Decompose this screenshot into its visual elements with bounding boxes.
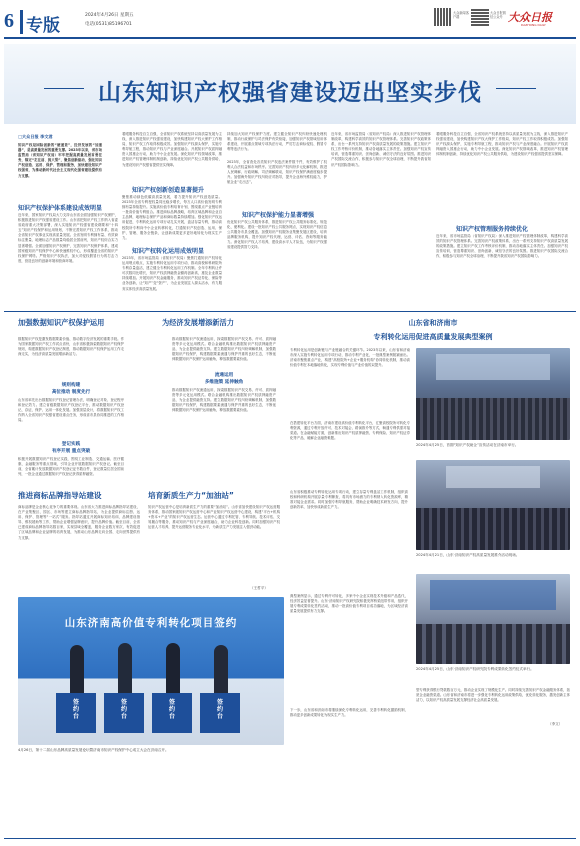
column-3-bottom-body: 优化知识产权公共服务体系，推进知识产权公共服务标准化、规范化、便利化。建设一批知识产权公共服务网点，实现知识产权信息公共服务市县全覆盖。加强知识产权服务业集聚发展区建设，培育品牌服务机构，提升知识产权代理、运营、评估、咨询等服务能力。深化知识产权人才培养，建设高水平人才队伍，为知识产权强省建设提供智力支持。 xyxy=(227,220,327,250)
person-1 xyxy=(70,645,84,699)
data-ip-sub-circulation-2: 多维施策 延伸触角 xyxy=(204,380,244,385)
intro-text: 知识产权是国际创新的“硬通货”，经济发展的“加速器”，是高质量发展的重要支撑。2023年以来，省市场监管局（省知识产权局）牢牢把握高质量发展首要任务，锚定“走在前、挑大梁”，聚焦创新驱动，强化知识产权创造、运用、保护、管理和服务，加快建设知识产权强省，为推动新时代社会主义现代化强省建设提供有力支撑。 xyxy=(18,143,102,178)
podium-1 xyxy=(56,693,96,733)
photo-signing-caption: 2024年4月25日，山东·济南知识产权研究院专利成果转化签约仪式举行。 xyxy=(416,667,534,671)
column-5-top-body: 着眼服务科技自立自强，全省知识产权系统坚持以高质量发展为主线，深入推进知识产权强省建设，加快构建知识产权大保护工作格局，知识产权工作取得积极成效。加强知识产权源头保护，实施专利导航工程，推动知识产权与产业深度融合。开展知识产权质押融资入园惠企行动，助力中小企业发展。深化知识产权领域改革，推进知识产权管理体制机制创新，持续优化知识产权公共服务供给，为建设知识产权强省提供坚实保障。 xyxy=(436,132,568,157)
column-3-top-body: 持续加大知识产权保护力度。建立健全知识产权纠纷快速处理机制，推动行政保护与司法保护有效衔接，加强知识产权领域信用体系建设，开展重点领域专项执法行动，严厉打击商标侵权、假冒专利等违法行为。 xyxy=(227,132,327,152)
photo-conference-screen xyxy=(446,466,540,488)
person-4 xyxy=(214,645,228,699)
photo-signing-people xyxy=(416,624,570,664)
phone-line: 电话(0531)85196701 xyxy=(85,22,132,27)
signing-banner-photo xyxy=(18,597,284,745)
data-ip-sub-rules: 规则构建 xyxy=(61,383,81,388)
qr-code-wechat-caption: 大众日报微信公众号 xyxy=(490,11,506,19)
signing-banner-caption: 4月26日，第十二届山东品牌高质量发展论坛暨济南市知识产权保护中心成立大会在济南召开。 xyxy=(18,748,169,752)
column-2-body: 聚焦推动绿色低碳高质量发展，着力提升知识产权创造质量。2023年全省专利授权量同比稳步增长，每万人口高价值发明专利拥有量持续提升。实施高价值专利培育计划，围绕重点产业链培育一批高价值专利组合。推进商标品牌战略，培育区域品牌和企业自主品牌，地理标志保护产品和商标数量持续增加。强化知识产权运用促进，专利转化运用专项行动扎实开展，盘活存量专利，推动高校院所专利向中小企业转移转化，打通知识产权创造、运用、保护、管理、服务全链条，让创新成果更多更好地转化为现实生产力。 xyxy=(122,195,222,240)
section-divider xyxy=(4,311,576,312)
cases-body-5: 下一步，山东省和济南市将继续深化专利转化运用，完善专利转化激励机制，推动更多创新成果转化为现实生产力。 xyxy=(290,708,408,718)
mid-author: （王哲平） xyxy=(250,586,268,590)
podium-4 xyxy=(200,693,240,733)
photo-signing-backdrop xyxy=(430,580,556,610)
photo-conference-caption: 2024年4月21日，山东·济南知识产权高质量发展推介活动现场。 xyxy=(416,553,520,557)
photo-ip-event xyxy=(416,348,570,440)
subhead-transformation: 知识产权转化运用成效明显 xyxy=(132,248,205,255)
cases-body-3: 山东省积极推动专利转化运用专项行动，建立存量专利盘活工作机制，组织高校和科研机构开展存量专利筛查，将具有市场潜力的专利纳入转化资源库，精准对接企业需求。同时加强专利导航服务，帮助企业明确技术研发方向，提升创新效率，加快形成新质生产力。 xyxy=(290,490,408,510)
podium-3-label: 签约台 xyxy=(168,699,175,720)
column-1-body: 近年来，国家知识产权局大力支持山东省全面加强知识产权保护，积极推进知识产权强省建设工作。山东省把知识产权工作纳入省委省政府重大决策部署，深入实施知识产权强省建设纲要和“十四五”知识产权保护和运用规划，不断完善知识产权工作体系，推动全省知识产权事业实现高质量发展。全省发明专利拥有量、有效商标注册量、地理标志产品数量均稳居全国前列，知识产权综合实力显著增强。全面加强知识产权保护，完善知识产权保护体系，建成国家级知识产权保护中心和快速维权中心，形成覆盖全省的知识产权保护网络。严格知识产权执法，加大对侵权假冒行为的打击力度，营造良好的创新环境和营商环境。 xyxy=(18,213,118,263)
podium-2-label: 签约台 xyxy=(120,699,127,720)
photo-conference-seats xyxy=(416,508,570,550)
data-ip-registration-body: 积极开展数据知识产权登记实践，围绕工业制造、交通运输、医疗健康、金融服务等重点领域，引导企业开展数据知识产权登记。截至目前，全省累计发放数据知识产权登记证书数百件，登记数量位居全国前列，一批企业通过数据知识产权登记获得质押融资。 xyxy=(18,457,124,477)
column-3-body: 2023年，全省查处各类知识产权违法案件数千件，有效维护了权利人合法权益和市场秩序。完善知识产权纠纷多元化解机制，推进人民调解、行政调解、司法调解联动，知识产权保护满意度稳步提升。加强海外知识产权纠纷应对指导，提升企业海外维权能力，护航企业“走出去”。 xyxy=(227,160,327,185)
subhead-protection-capacity: 知识产权保护能力显著增强 xyxy=(242,212,315,219)
page-number: 6 xyxy=(4,10,14,32)
data-ip-title-2: 为经济发展增添新活力 xyxy=(162,318,234,327)
data-ip-title-1: 加强数据知识产权保护运用 xyxy=(18,318,105,327)
podium-3 xyxy=(152,693,192,733)
photo-signing xyxy=(416,574,570,664)
podium-2 xyxy=(104,693,144,733)
cases-body-4: 典型案例显示，通过专利许可转化，多家中小企业实现技术升级和产品迭代，经济效益显著提升。山东·济南知识产权研究院积极发挥桥梁纽带作用，组织开展专利成果转化签约活动，推动一批高价值专利项目成功落地，为区域经济高质量发展提供有力支撑。 xyxy=(290,594,408,614)
trademark-station-title: 推进商标品牌指导站建设 xyxy=(18,491,102,500)
cases-body-1: 专利转化运用是创新链与产业链融合的关键环节。2023年以来，山东省和济南市深入实施专利转化运用专项行动，推动专利产业化，一批典型案例脱颖而出。济南市聚焦重点产业，构建“高校院所+企业+服务机构”协同转化机制，推动高价值专利在本地落地转化，实现专利价值与产业价值的双提升。 xyxy=(290,348,410,368)
column-2-bottom-body: 2023年，省市场监管局（省知识产权局）聚焦打通知识产权转化运用堵点难点，实施专利转化运用专项行动，推动高校和科研院所专利存量盘活，建立健全专利转化运用工作机制。全年专利转让许可次数同比增长，知识产权质押融资金额再创新高，惠及企业数量持续增加。开展知识产权金融服务，推动知识产权证券化、保险等业务创新，让“知产”变“资产”，为企业发展注入源头活水，有力服务实体经济高质量发展。 xyxy=(122,256,222,291)
data-ip-sub-registration: 登记实践 xyxy=(61,442,81,447)
qr-code-app[interactable] xyxy=(434,8,452,26)
photo-ip-event-stage xyxy=(436,354,550,380)
person-2 xyxy=(118,643,132,699)
section-name: 专版 xyxy=(26,16,60,36)
photo-conference xyxy=(416,460,570,550)
page-header xyxy=(0,0,580,40)
date-line: 2024年4月26日 星期五 xyxy=(85,13,134,18)
column-2-top-body: 着眼服务科技自立自强，全省知识产权系统坚持以高质量发展为主线，深入推进知识产权强省建设，加快构建知识产权大保护工作格局，知识产权工作取得积极成效。加强知识产权源头保护，实施专利导航工程，推动知识产权与产业深度融合。开展知识产权质押融资入园惠企行动，助力中小企业发展。深化知识产权领域改革，推进知识产权管理体制机制创新，持续优化知识产权公共服务供给，为建设知识产权强省提供坚实保障。 xyxy=(122,132,222,167)
new-productivity-title: 培育新质生产力“加油站” xyxy=(148,491,234,500)
subhead-management: 知识产权管理服务持续优化 xyxy=(456,226,529,233)
photo-ip-event-caption: 2024年4月25日，首期“知识产权助企”宣传活动在济南市举行。 xyxy=(416,443,519,447)
cases-title-2: 专利转化运用促进高质量发展典型案例 xyxy=(373,333,493,341)
data-ip-sub-rules-2: 高位推动 制度先行 xyxy=(51,390,91,395)
page-number-box xyxy=(4,10,23,34)
qr-code-app-caption: 大众新闻客户端 xyxy=(453,11,469,19)
data-ip-column-2-body: 推动数据知识产权流通运用，探索数据知识产权交易、许可、质押融资等多元化运用模式。联合金融机构推出数据知识产权质押融资产品，为企业提供融资支持。建立数据知识产权纠纷调解机制，加强数据知识产权保护，构建数据要素流通与保护并重的良好生态，不断延伸数据知识产权保护运用触角，释放数据要素价值。 xyxy=(172,337,276,362)
column-5-body: 近年来，省市场监管局（省知识产权局）深入推进知识产权管理体制改革，构建科学高效的知识产权管理体系。完善知识产权政策体系，出台一系列支持知识产权高质量发展的政策措施。建立知识产权工作考核评价机制，推动各地落实主体责任。加强知识产权宣传培训，营造尊重知识、崇尚创新、诚信守法的良好氛围。推进知识产权国际交流合作，积极参与知识产权全球治理，不断提升我省知识产权国际影响力。 xyxy=(436,234,568,259)
footer-rule xyxy=(4,838,576,839)
person-3 xyxy=(166,643,180,699)
subhead-innovation: 知识产权创新创造显著提升 xyxy=(132,187,205,194)
data-ip-rules-body: 山东省率先出台数据知识产权登记管理办法，明确登记对象、登记程序和登记效力。建立省级数据知识产权登记平台，推动数据知识产权登记、存证、保护、运用一体化发展。加强顶层设计，将数据知识产权工作纳入全省知识产权强省建设重点任务，形成省市县协同推进的工作格局。 xyxy=(18,398,124,423)
masthead-logo: 大众日报 xyxy=(508,11,552,24)
photo-ip-event-audience xyxy=(416,398,570,440)
subhead-protection-system: 知识产权保护体系建设成效明显 xyxy=(18,205,103,212)
banner-title: 山东济南高价值专利转化项目签约 xyxy=(64,617,238,629)
new-productivity-body: 知识产权运营中心是培育新质生产力的重要“加油站”。山东省加快建设知识产权运营服务体系，推动国家级知识产权运营中心和产业知识产权运营中心建设，构建“平台+机构+资本+产业”的知识产权运营生态。运营中心通过专利托管、专利导航、技术评估、交易撮合等服务，推动知识产权与产业深度融合，助力企业科技创新。同时加强知识产权运营人才培养，提升运营服务专业化水平，为新质生产力发展注入强劲动能。 xyxy=(148,505,280,530)
masthead-sub: DAZHONG DAILY xyxy=(521,23,546,27)
headline-band xyxy=(4,44,576,124)
byline: □大众日报 李文君 xyxy=(18,134,53,139)
data-ip-sub-circulation: 流通运用 xyxy=(214,373,234,378)
trademark-station-body: 商标品牌是企业核心竞争力的重要体现。山东省大力推进商标品牌指导站建设，在产业集聚区、园区、市场等建立商标品牌指导站，为企业提供商标注册、运用、保护、管理等“一站式”服务。指导站通过开展商标知识培训、品牌建设指导、维权援助等工作，帮助企业增强品牌意识，提升品牌价值。截至目前，全省已建成商标品牌指导站数百家，实现县域全覆盖，服务企业数万家次，有效促进了区域品牌和企业品牌的培育发展，为推动山东品牌走向全国、走向世界提供有力支撑。 xyxy=(18,505,140,540)
qr-code-wechat[interactable] xyxy=(471,8,489,26)
header-rule xyxy=(4,37,576,39)
end-author: （李文） xyxy=(548,722,563,726)
podium-4-label: 签约台 xyxy=(216,699,223,720)
data-ip-intro: 数据知识产权是激发数据要素价值、推动数字经济发展的重要手段。作为国家数据知识产权工作试点省份，山东省积极探索数据知识产权保护规则，构建数据知识产权登记制度，推动数据知识产权保护运用工作走深走实，为经济高质量发展增添新活力。 xyxy=(18,337,124,357)
cases-body-6: 型专利获得银行贷款数百万元，推动企业实现了规模化生产。同时持续完善知识产权金融服务体系，拓宽企业融资渠道。山东省和济南市将进一步强化专利转化运用政策供给，优化转化服务，激发创新主体活力，以知识产权高质量发展支撑经济社会高质量发展。 xyxy=(416,688,570,703)
cases-body-2: 在搭建转化平台方面，济南市建设高价值专利转化平台，汇聚高校院所可转化专利资源，通过专利开放许可、技术对接会、路演推介等方式，畅通专利供需对接渠道。在金融赋能方面，创新推出知识产权质押融资、专利保险、知识产权证券化等产品，破解企业融资难题。 xyxy=(290,421,410,441)
data-ip-sub-registration-2: 有序开展 重点突破 xyxy=(51,449,91,454)
data-ip-circulation-body: 推动数据知识产权流通运用，探索数据知识产权交易、许可、质押融资等多元化运用模式。联合金融机构推出数据知识产权质押融资产品，为企业提供融资支持。建立数据知识产权纠纷调解机制，加强数据知识产权保护，构建数据要素流通与保护并重的良好生态，不断延伸数据知识产权保护运用触角，释放数据要素价值。 xyxy=(172,388,276,413)
column-4-body: 近年来，省市场监管局（省知识产权局）深入推进知识产权管理体制改革，构建科学高效的知识产权管理体系。完善知识产权政策体系，出台一系列支持知识产权高质量发展的政策措施。建立知识产权工作考核评价机制，推动各地落实主体责任。加强知识产权宣传培训，营造尊重知识、崇尚创新、诚信守法的良好氛围。推进知识产权国际交流合作，积极参与知识产权全球治理，不断提升我省知识产权国际影响力。 xyxy=(331,132,431,167)
headline: 山东知识产权强省建设迈出坚实步伐 xyxy=(98,80,482,106)
cases-title-1: 山东省和济南市 xyxy=(408,319,458,327)
podium-1-label: 签约台 xyxy=(72,699,79,720)
